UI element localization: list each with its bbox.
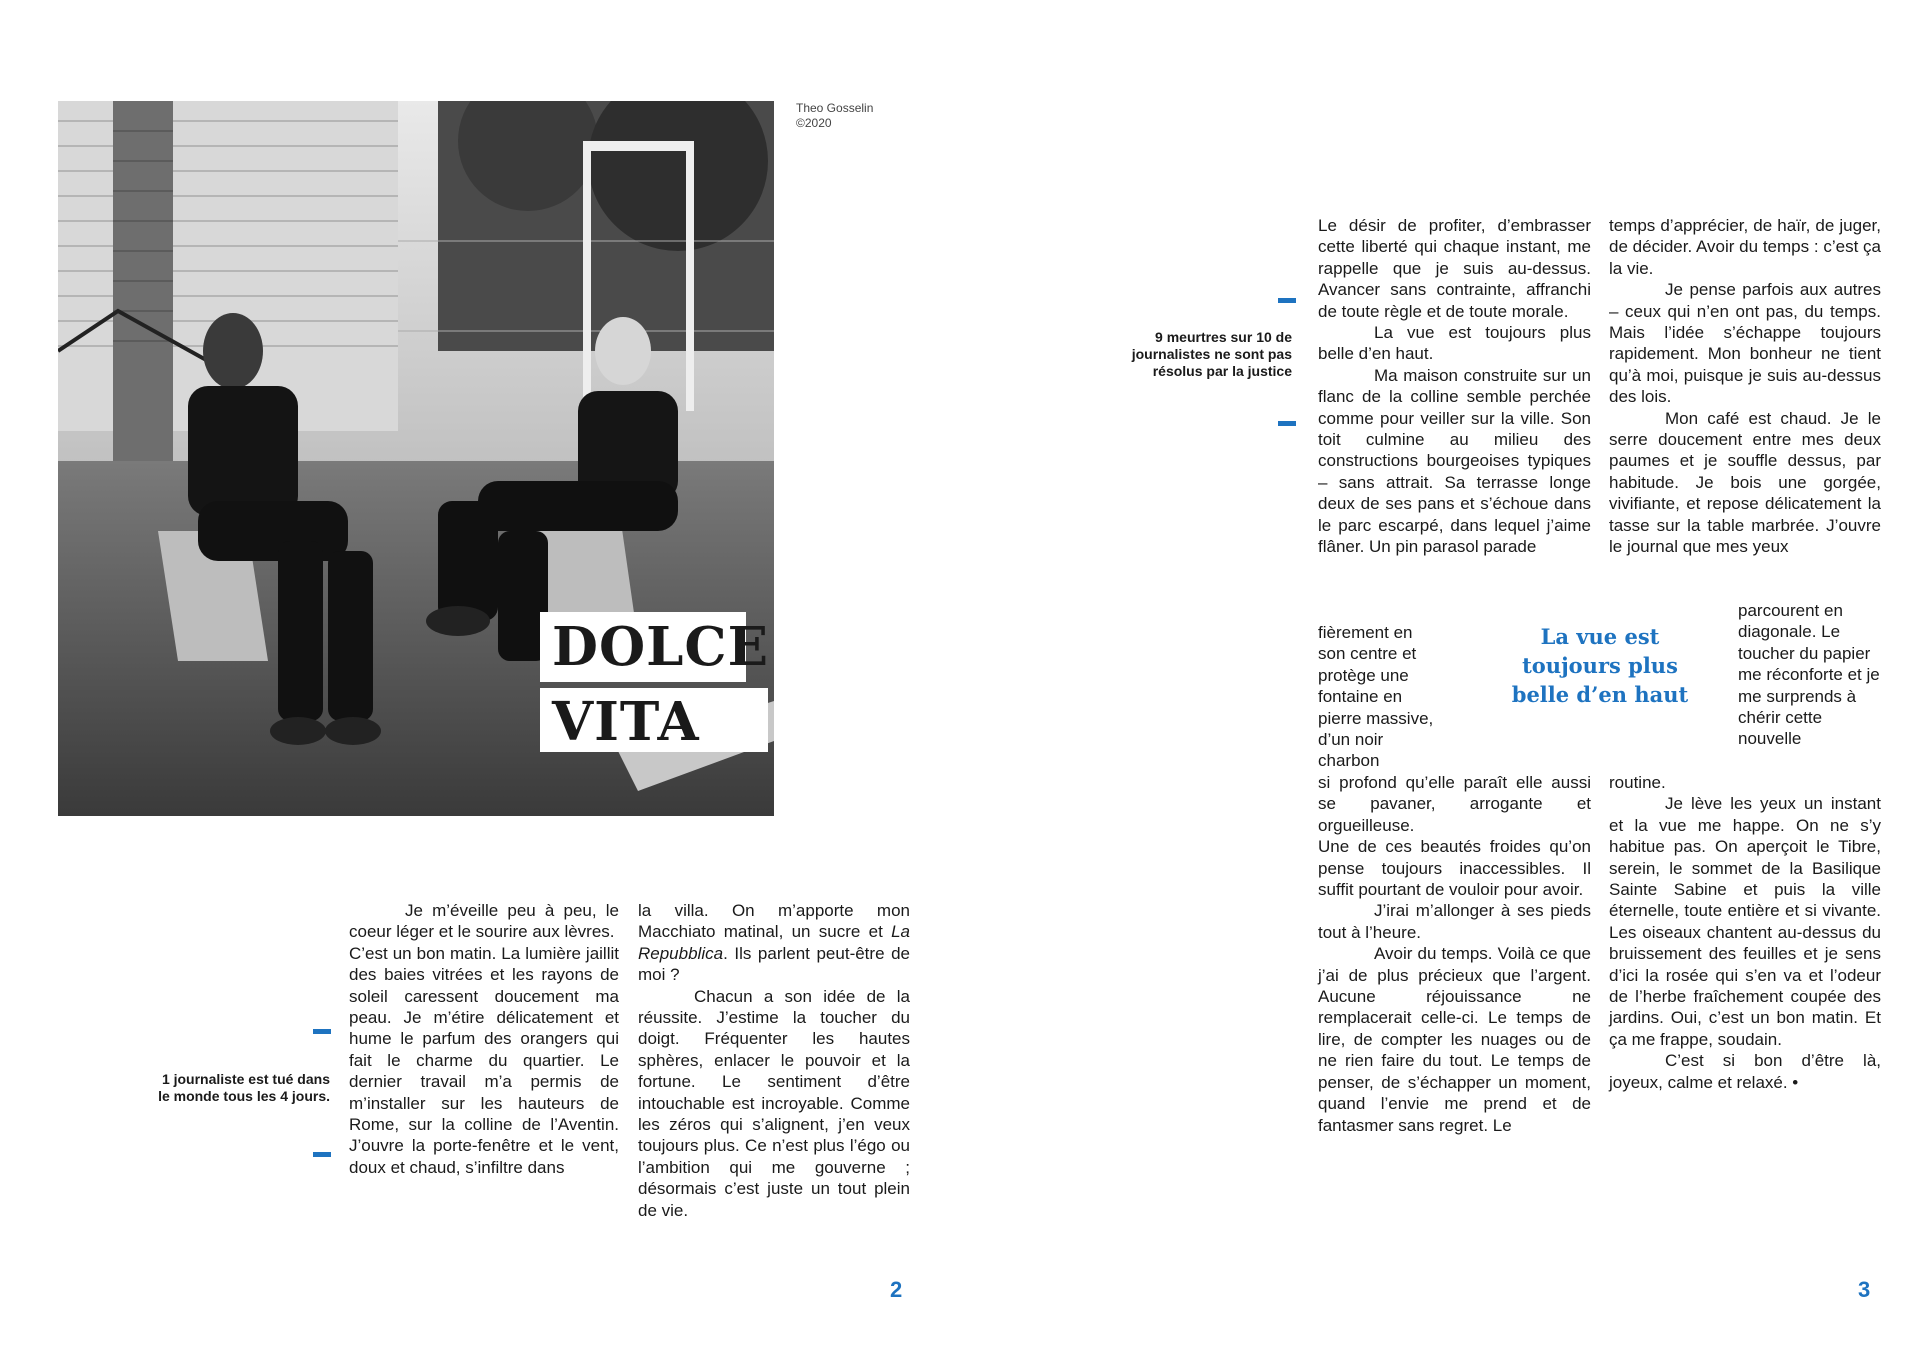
page-number-left: 2 <box>890 1277 903 1302</box>
right-column-1-bottom <box>1318 772 1591 1136</box>
paragraph: Je lève les yeux un instant et la vue me happe. On ne s’y habitue pas. On aperçoit le Tibre, serein, le sommet de la Basilique Sainte Sabine et puis la ville éternelle, toute entière et si vivante. Les oiseaux chantent au-dessus du bruissement des feuilles et je sens d’ici la rosée qui s’en va et l’odeur de l’herbe fraîchement coupée des jardins. Oui, c’est un bon matin. Et ça me frappe, soudain. <box>1609 794 1881 1049</box>
paragraph: routine. <box>1609 773 1666 792</box>
right-column-1-top <box>1318 215 1591 558</box>
paragraph <box>638 900 910 986</box>
photo-credit: Theo Gosselin ©2020 <box>796 101 874 130</box>
article-title-line2: VITA <box>540 688 768 752</box>
sidenote-dash-bottom <box>1278 421 1296 426</box>
paragraph: Je m’éveille peu à peu, le coeur léger et le sourire aux lèvres. <box>349 901 619 942</box>
pull-quote: La vue est toujours plus belle d’en haut <box>1511 624 1689 707</box>
sidenote-left: 1 journaliste est tué dans le monde tous les 4 jours. <box>158 1071 330 1104</box>
sidenote-dash-top <box>1278 298 1296 303</box>
article-title-line1: DOLCE <box>540 612 746 682</box>
sidenote-dash-bottom <box>313 1152 331 1157</box>
paragraph: si profond qu’elle paraît elle aussi se pavaner, arrogante et orgueilleuse. <box>1318 773 1591 835</box>
page-number-right: 3 <box>1858 1277 1871 1302</box>
paragraph: Je pense parfois aux autres – ceux qui n’en ont pas, du temps. Mais l’idée s’échappe toujours rapidement. Mon bonheur ne tient qu’à moi, puisque je suis au-dessus des lois. <box>1609 280 1881 407</box>
newspaper-title: La Repubblica <box>638 922 910 963</box>
sidenote-dash-top <box>313 1029 331 1034</box>
paragraph: Une de ces beautés froides qu’on pense toujours inaccessibles. Il suffit pourtant de vouloir pour avoir. <box>1318 837 1591 900</box>
left-column-1 <box>349 900 619 1178</box>
text-run: la villa. On m’apporte mon Macchiato matinal, un sucre et <box>638 901 910 942</box>
text-run: . Ils parlent peut-être de moi ? <box>638 943 910 985</box>
right-column-1-narrow: fièrement en son centre et protège une fontaine en pierre massive, d’un noir charbon <box>1318 623 1434 771</box>
sidenote-right: 9 meurtres sur 10 de journalistes ne sont pas résolus par la justice <box>1131 329 1292 379</box>
paragraph: Mon café est chaud. Je le serre doucement entre mes deux paumes et je souffle dessus, par habitude. Je bois une gorgée, vivifiante, et repose délicatement la tasse sur la table marbrée. J’ouvre le journal que mes yeux <box>1609 408 1881 557</box>
right-column-2-top <box>1609 215 1881 558</box>
paragraph: Le désir de profiter, d’embrasser cette liberté qui chaque instant, me rappelle que je suis au-dessus. Avancer sans contrainte, affranchi de toute règle et de toute morale. <box>1318 216 1591 321</box>
paragraph: La vue est toujours plus belle d’en haut. <box>1318 323 1591 364</box>
left-column-2 <box>638 900 910 1221</box>
right-column-2-bottom <box>1609 772 1881 1093</box>
paragraph: Chacun a son idée de la réussite. J’estime la toucher du doigt. Fréquenter les hautes sphères, enlacer le pouvoir et la fortune. Le sentiment d’être intouchable est incroyable. Comme les zéros qui s’alignent, j’en veux toujours plus. Ce n’est plus l’égo ou l’ambition qui me gouverne ; désormais c’est juste un tout plein de vie. <box>638 986 910 1220</box>
paragraph: C’est un bon matin. La lumière jaillit des baies vitrées et les rayons de soleil caressent doucement ma peau. Je m’étire délicatement et hume le parfum des orangers qui fait le charme du quartier. Le dernier travail m’a permis de m’installer sur les hauteurs de Rome, sur la colline de l’Aventin. J’ouvre la porte-fenêtre et le vent, doux et chaud, s’infiltre dans <box>349 943 619 1177</box>
right-column-2-narrow: parcourent en diagonale. Le toucher du papier me réconforte et je me surprends à chérir cette nouvelle <box>1738 601 1880 749</box>
paragraph: J’irai m’allonger à ses pieds tout à l’heure. <box>1318 901 1591 942</box>
paragraph: C’est si bon d’être là, joyeux, calme et relaxé. • <box>1609 1051 1881 1092</box>
paragraph: temps d’apprécier, de haïr, de juger, de décider. Avoir du temps : c’est ça la vie. <box>1609 216 1881 278</box>
paragraph: Ma maison construite sur un flanc de la colline semble perchée comme pour veiller sur la ville. Son toit culmine au milieu des constructions bourgeoises typiques – sans attrait. Sa terrasse longe deux de ses pans et s’échoue dans le parc escarpé, dans lequel j’aime flâner. Un pin parasol parade <box>1318 365 1591 557</box>
paragraph: Avoir du temps. Voilà ce que j’ai de plus précieux que l’argent. Aucune réjouissance ne remplacerait celle-ci. Le temps de lire, de compter les nuages ou de ne rien faire du tout. Le temps de penser, de s’échapper un moment, quand l’envie me prend et de fantasmer sans regret. Le <box>1318 944 1591 1135</box>
